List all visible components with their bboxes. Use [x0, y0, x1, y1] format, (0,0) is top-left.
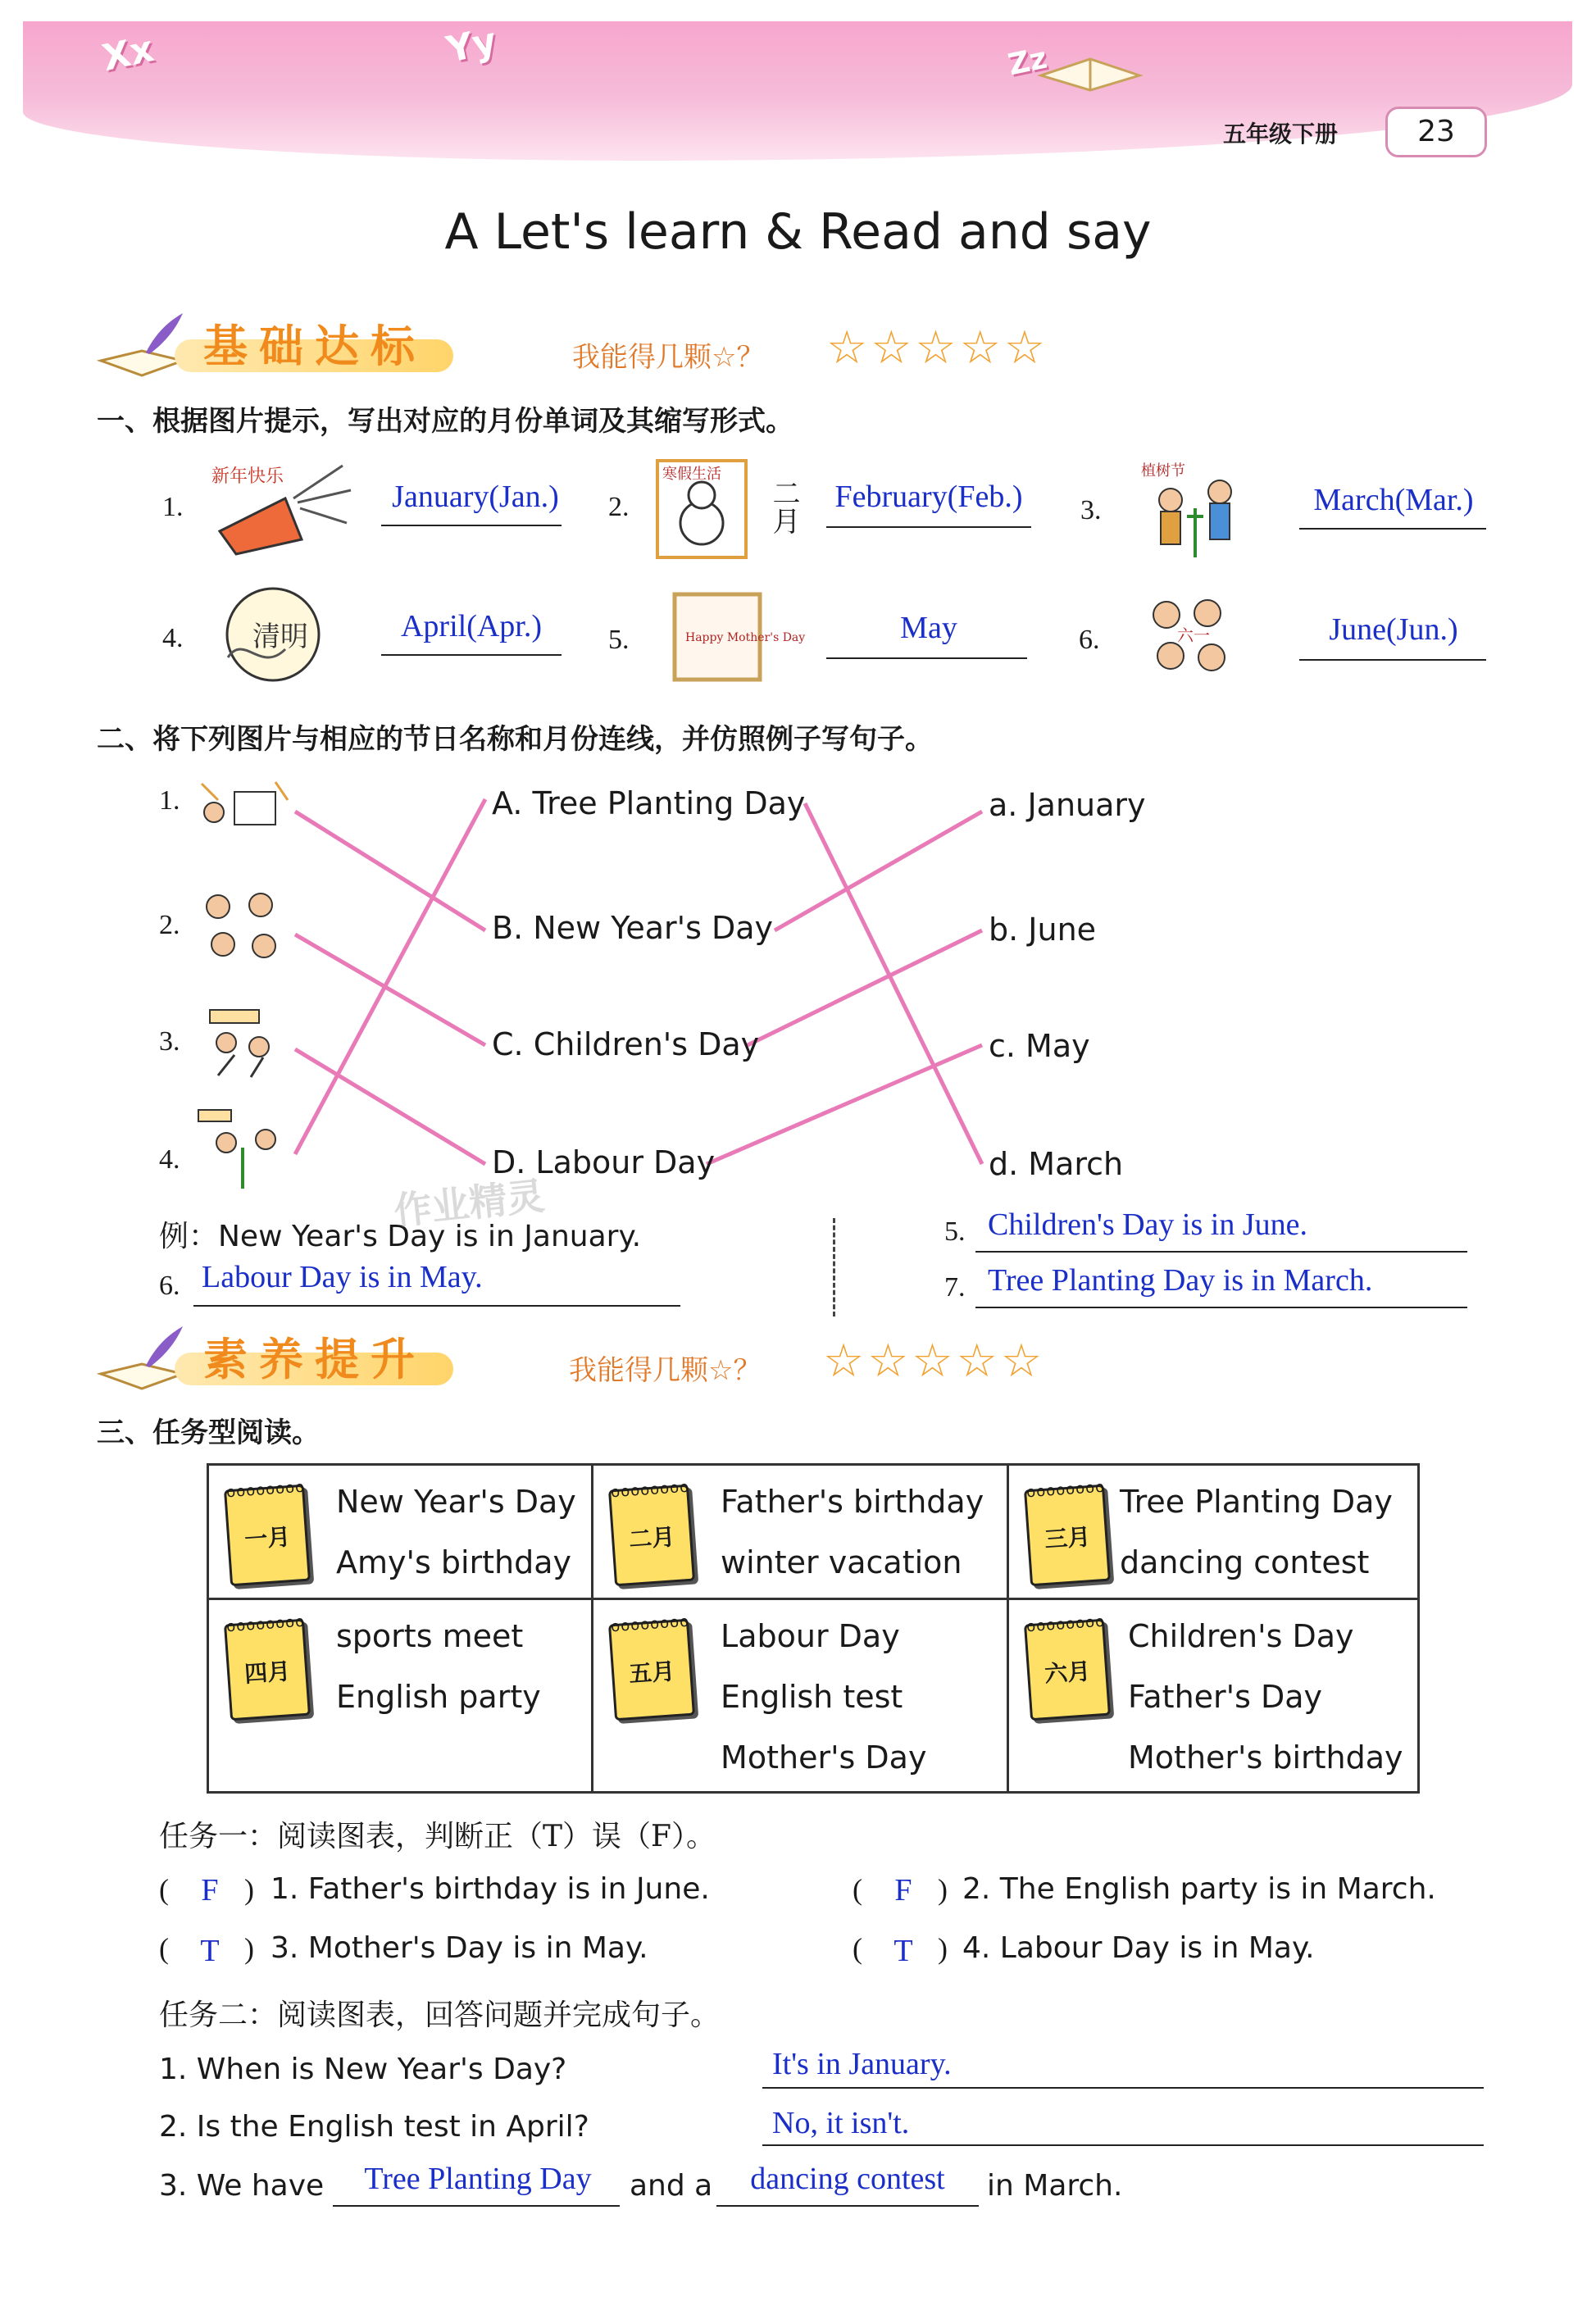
match-line: [295, 1049, 485, 1164]
calendar-memo-icon: oooooooo 二月: [608, 1485, 695, 1587]
page-number: 23: [1385, 107, 1487, 157]
section-advanced-header: [97, 1325, 457, 1394]
question-answer[interactable]: It's in January.: [772, 2047, 952, 2081]
tf-answer[interactable]: F: [894, 1873, 912, 1907]
calendar-event: Labour Day: [721, 1618, 900, 1654]
memo-month: 二月: [628, 1523, 676, 1553]
answer-line: [975, 1251, 1467, 1253]
holiday-option: C. Children's Day: [492, 1026, 760, 1062]
sentence-number: 5.: [944, 1216, 966, 1247]
month-option: a. January: [989, 787, 1146, 823]
tf-statement: 4. Labour Day is in May.: [962, 1931, 1315, 1965]
svg-text:新年快乐: 新年快乐: [211, 466, 284, 487]
sentence-answer[interactable]: Tree Planting Day is in March.: [988, 1263, 1373, 1298]
item-number: 3.: [1080, 495, 1102, 525]
calendar-cell: [208, 1465, 593, 1599]
calendar-event: Children's Day: [1128, 1618, 1354, 1654]
calendar-memo-icon: oooooooo 三月: [1024, 1485, 1111, 1587]
header-letter-z: Zz: [1005, 41, 1050, 83]
calendar-cell: [593, 1465, 1008, 1599]
memo-month: 一月: [243, 1523, 292, 1553]
calendar-event: Father's birthday: [721, 1484, 984, 1520]
task1-title: 任务一：阅读图表，判断正（T）误（F）。: [159, 1820, 716, 1853]
calendar-event: English test: [721, 1679, 903, 1715]
fill-mid: and a: [630, 2169, 713, 2203]
calendar-event: New Year's Day: [336, 1484, 576, 1520]
calendar-event: sports meet: [336, 1618, 524, 1654]
month-option: b. June: [989, 912, 1097, 948]
month-option: c. May: [989, 1028, 1090, 1064]
memo-month: 三月: [1044, 1523, 1092, 1553]
item-number: 1.: [162, 492, 184, 522]
paren-close: ): [938, 1932, 948, 1965]
picture-caption: Happy Mother's Day: [685, 631, 806, 644]
sentence-answer[interactable]: Children's Day is in June.: [988, 1207, 1307, 1242]
answer-line: [762, 2087, 1484, 2089]
answer-field[interactable]: January(Jan.): [392, 480, 559, 514]
holiday-option: B. New Year's Day: [492, 910, 774, 946]
answer-line: [193, 1305, 680, 1307]
answer-field[interactable]: June(Jun.): [1329, 612, 1458, 647]
answer-line: [975, 1307, 1467, 1308]
calendar-event: English party: [336, 1679, 541, 1715]
match-line: [295, 934, 485, 1045]
grade-label: 五年级下册: [1223, 120, 1339, 148]
part3-instruction: 三、任务型阅读。: [97, 1416, 320, 1449]
tf-answer[interactable]: T: [893, 1934, 913, 1968]
calendar-table: [207, 1463, 1420, 1794]
paren-close: ): [938, 1873, 948, 1906]
calendar-memo-icon: oooooooo 六月: [1024, 1619, 1111, 1721]
calendar-event: Amy's birthday: [336, 1544, 572, 1580]
sentence-number: 7.: [944, 1272, 966, 1303]
match-pic-number: 3.: [159, 1026, 180, 1057]
rating-prompt: 我能得几颗☆？: [569, 1354, 762, 1387]
answer-line: [762, 2144, 1484, 2146]
answer-field[interactable]: May: [900, 611, 957, 645]
side-month-label: 二月: [767, 479, 800, 534]
item-number: 5.: [608, 625, 630, 655]
divider: [833, 1218, 835, 1316]
tf-answer[interactable]: T: [200, 1934, 220, 1968]
answer-field[interactable]: March(Mar.): [1313, 483, 1474, 517]
task2-title: 任务二：阅读图表，回答问题并完成句子。: [159, 1998, 721, 2032]
answer-line: [716, 2205, 979, 2207]
answer-field[interactable]: April(Apr.): [400, 609, 543, 643]
paren-open: (: [853, 1932, 862, 1965]
question: 1. When is New Year's Day?: [159, 2053, 567, 2086]
memo-month: 六月: [1044, 1657, 1092, 1688]
calendar-memo-icon: oooooooo 五月: [608, 1619, 695, 1721]
item-number: 6.: [1079, 625, 1100, 655]
page-title: A Let's learn & Read and say: [444, 203, 1152, 261]
answer-line: [333, 2205, 620, 2207]
answer-field[interactable]: February(Feb.): [834, 480, 1023, 514]
fill-prefix: 3. We have: [159, 2169, 325, 2203]
picture-caption: 六一: [1177, 625, 1210, 645]
picture-caption: 清明: [252, 621, 308, 653]
memo-month: 四月: [243, 1657, 292, 1688]
watermark: 作业精灵: [391, 1173, 547, 1234]
sentence-number: 6.: [159, 1271, 180, 1301]
example-sentence: 例：New Year's Day is in January.: [159, 1220, 642, 1253]
calendar-event: Mother's birthday: [1128, 1739, 1403, 1776]
match-line: [748, 930, 982, 1045]
calendar-cell: [1008, 1599, 1419, 1793]
item-number: 4.: [162, 623, 184, 653]
fill-blank[interactable]: Tree Planting Day: [364, 2162, 592, 2196]
calendar-cell: [593, 1599, 1008, 1793]
memo-month: 五月: [628, 1657, 676, 1688]
paren-open: (: [853, 1873, 862, 1906]
paren-close: ): [244, 1932, 254, 1965]
question: 2. Is the English test in April?: [159, 2110, 589, 2144]
picture-caption: 植树节: [1141, 462, 1185, 480]
rating-prompt: 我能得几颗☆？: [572, 341, 765, 374]
fill-suffix: in March.: [987, 2169, 1123, 2203]
section-title: 素养提升: [203, 1334, 426, 1385]
calendar-cell: [1008, 1465, 1419, 1599]
quill-book-icon: [97, 1325, 187, 1394]
tf-statement: 1. Father's birthday is in June.: [271, 1872, 710, 1906]
header-letter-y: Yy: [443, 20, 501, 71]
match-line: [295, 799, 485, 1154]
calendar-event: Father's Day: [1128, 1679, 1323, 1715]
match-line: [707, 1045, 982, 1164]
question-answer[interactable]: No, it isn't.: [772, 2106, 910, 2140]
match-pic-number: 2.: [159, 910, 180, 940]
tf-answer[interactable]: F: [201, 1873, 219, 1907]
part2-instruction: 二、将下列图片与相应的节日名称和月份连线，并仿照例子写句子。: [97, 723, 933, 756]
header-letter-x: Xx: [98, 28, 157, 80]
picture-caption: 寒假生活: [662, 466, 721, 483]
calendar-memo-icon: oooooooo 四月: [224, 1619, 311, 1721]
rating-stars[interactable]: ☆☆☆☆☆: [823, 1335, 1046, 1388]
holiday-option: A. Tree Planting Day: [492, 785, 806, 821]
rating-stars[interactable]: ☆☆☆☆☆: [826, 321, 1049, 375]
sentence-answer[interactable]: Labour Day is in May.: [202, 1260, 483, 1294]
paren-open: (: [159, 1873, 169, 1906]
tf-statement: 2. The English party is in March.: [962, 1872, 1436, 1906]
match-pic-number: 1.: [159, 785, 180, 816]
part1-instruction: 一、根据图片提示，写出对应的月份单词及其缩写形式。: [97, 405, 793, 438]
calendar-event: Tree Planting Day: [1120, 1484, 1393, 1520]
item-number: 2.: [608, 492, 630, 522]
tf-statement: 3. Mother's Day is in May.: [271, 1931, 648, 1965]
match-line: [295, 812, 485, 930]
section-title: 基础达标: [203, 321, 426, 372]
calendar-event: winter vacation: [721, 1544, 962, 1580]
calendar-event: Mother's Day: [721, 1739, 927, 1776]
match-line: [775, 812, 982, 930]
holiday-option: D. Labour Day: [492, 1144, 716, 1180]
paren-open: (: [159, 1932, 169, 1965]
calendar-memo-icon: oooooooo 一月: [224, 1485, 311, 1587]
calendar-event: dancing contest: [1120, 1544, 1370, 1580]
paren-close: ): [244, 1873, 254, 1906]
calendar-cell: [208, 1599, 593, 1793]
fill-blank[interactable]: dancing contest: [750, 2162, 945, 2196]
match-pic-number: 4.: [159, 1144, 180, 1175]
month-option: d. March: [989, 1146, 1124, 1182]
